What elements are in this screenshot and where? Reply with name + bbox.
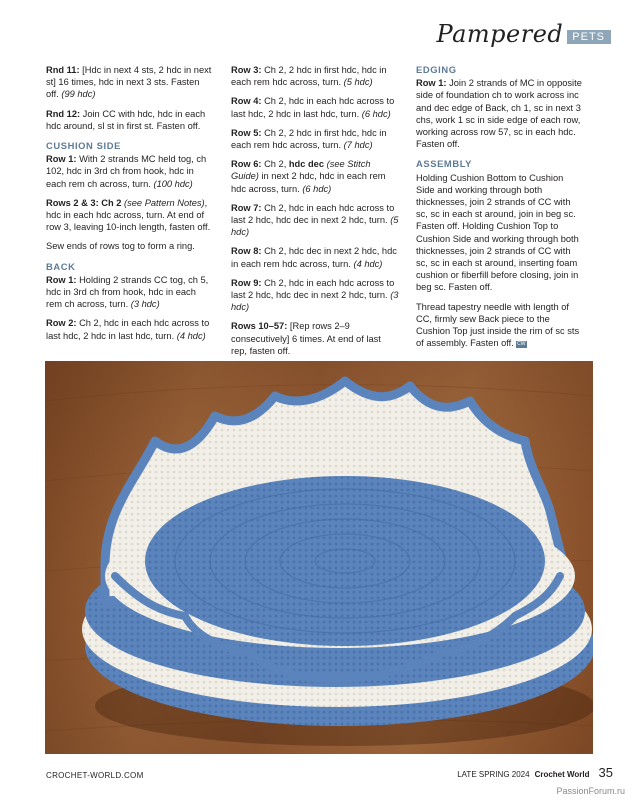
back-rows-10-57 <box>231 320 399 357</box>
back-row-2-lead: Row 2: <box>46 318 77 329</box>
back-row-5 <box>231 127 399 151</box>
back-row-9 <box>231 277 399 314</box>
edging-row-1-lead: Row 1: <box>416 78 447 89</box>
page-number: 35 <box>598 765 613 780</box>
cushion-rows-2-3-note: (see Pattern Notes) <box>121 197 205 208</box>
cushion-side-heading: CUSHION SIDE <box>46 140 121 152</box>
footer-issue: LATE SPRING 2024 <box>457 770 530 779</box>
back-row-3 <box>231 64 399 88</box>
back-row-1-lead: Row 1: <box>46 274 77 285</box>
row-6-text-a: Ch 2, <box>261 159 289 170</box>
rnd-11-count: (99 hdc) <box>61 89 96 100</box>
row-9-lead: Row 9: <box>231 277 262 288</box>
back-row-7 <box>231 202 399 239</box>
page-header <box>437 14 611 48</box>
header-tag: PETS <box>567 30 611 44</box>
back-row-1 <box>46 274 214 311</box>
cushion-row-1 <box>46 153 214 190</box>
rows-10-57-lead: Rows 10–57: <box>231 321 288 332</box>
rnd-12-lead: Rnd 12: <box>46 108 81 119</box>
cushion-row-1-lead: Row 1: <box>46 154 77 165</box>
rnd-11-text: [Hdc in next 4 sts, 2 hdc in next st] 16 times, hdc in next 3 sts. Fasten off. <box>46 65 212 100</box>
rnd-12-text: Join CC with hdc, hdc in each hdc around, sl st in first st. Fasten off. <box>46 108 206 131</box>
row-5-lead: Row 5: <box>231 127 262 138</box>
rows-10-57-text: [Rep rows 2–9 consecutively] 6 times. At end of last rep, fasten off. <box>231 321 381 356</box>
text-column-1 <box>46 64 214 349</box>
row-7-text: Ch 2, hdc in each hdc across to last 2 hdc, hdc dec in next 2 hdc, turn. <box>231 202 395 226</box>
back-row-4 <box>231 95 399 119</box>
watermark: PassionForum.ru <box>556 786 625 796</box>
rnd-11-lead: Rnd 11: <box>46 65 80 75</box>
cushion-rows-2-3-text: , hdc in each hdc across, turn. At end of row 3, leaving 10-inch length, fasten off. <box>46 197 211 233</box>
row-6-text-b: in next 2 hdc, hdc in each rem hdc across, turn. <box>231 171 386 194</box>
sew-instruction: Sew ends of rows tog to form a ring. <box>46 241 195 252</box>
back-row-2 <box>46 317 214 341</box>
row-8-text: Ch 2, hdc dec in next 2 hdc, hdc in each rem hdc across, turn. <box>231 246 397 269</box>
row-4-text: Ch 2, hdc in each hdc across to last hdc, 2 hdc in last hdc, turn. <box>231 96 395 119</box>
row-6-note: (see Stitch Guide) <box>231 159 371 182</box>
bed-cushion <box>145 476 545 646</box>
pet-bed-illustration <box>45 361 593 754</box>
pet-bed-photo <box>45 361 593 754</box>
edging-row-1-text: Join 2 strands of MC in opposite side of foundation ch to work across inc and dec edge of Back, ch 1, sc in next 3 chs, work 1 sc in side edge of each row, working across row 57, sc in each hdc. Fasten off. <box>416 78 582 150</box>
row-4-lead: Row 4: <box>231 96 262 107</box>
row-6-count: (6 hdc) <box>302 183 332 194</box>
edging-row-1 <box>416 77 584 150</box>
cushion-rows-2-3-lead: Rows 2 & 3: Ch 2 <box>46 197 122 208</box>
back-row-8 <box>231 245 399 269</box>
back-heading: BACK <box>46 260 76 272</box>
footer-site: CROCHET-WORLD.COM <box>46 771 144 780</box>
assembly-paragraph-2 <box>416 301 584 350</box>
row-3-lead: Row 3: <box>231 65 262 75</box>
row-9-count: (3 hdc) <box>231 290 399 313</box>
assembly-paragraph-1: Holding Cushion Bottom to Cushion Side and working through both thicknesses, join 2 strands of CC with sc, sc in each st around, join in beg sc. Fasten off. Holding Cushion Top to Cushion Side and working through both thicknesses, join 2 strands of CC with sc, sc in each st around, inserting foam cushion or fiberfill before closing, join in beg sc. Fasten off. <box>416 172 579 293</box>
row-3-count: (5 hdc) <box>343 77 373 88</box>
row-3-text: Ch 2, 2 hdc in first hdc, hdc in each rem hdc across, turn. <box>231 65 387 88</box>
rnd-11 <box>46 64 214 101</box>
row-8-lead: Row 8: <box>231 246 262 257</box>
edging-heading: EDGING <box>416 64 457 75</box>
assembly-heading: ASSEMBLY <box>416 158 473 170</box>
header-script-title: Pampered <box>436 20 564 48</box>
rnd-12 <box>46 108 214 132</box>
row-5-count: (7 hdc) <box>343 140 373 151</box>
cushion-row-1-text: With 2 strands MC held tog, ch 102, hdc in 3rd ch from hook, hdc in each rem ch across, turn. <box>46 154 207 189</box>
row-7-lead: Row 7: <box>231 202 262 213</box>
back-row-2-count: (4 hdc) <box>176 330 206 341</box>
footer-issue-info <box>457 765 613 780</box>
back-row-1-count: (3 hdc) <box>130 299 160 310</box>
cushion-rows-2-3 <box>46 197 214 234</box>
row-7-count: (5 hdc) <box>231 215 399 238</box>
cushion-row-1-count: (100 hdc) <box>153 178 193 189</box>
row-4-count: (6 hdc) <box>361 108 391 119</box>
row-8-count: (4 hdc) <box>353 258 383 269</box>
back-row-1-text: Holding 2 strands CC tog, ch 5, hdc in 3rd ch from hook, hdc in each rem ch across, turn. <box>46 274 209 310</box>
text-column-2 <box>231 64 399 364</box>
row-6-lead: Row 6: <box>231 159 262 170</box>
end-mark-icon: CW <box>517 341 526 348</box>
row-5-text: Ch 2, 2 hdc in first hdc, hdc in each rem hdc across, turn. <box>231 127 387 151</box>
footer-brand: Crochet World <box>534 770 590 779</box>
back-row-6 <box>231 158 399 195</box>
back-row-2-text: Ch 2, hdc in each hdc across to last hdc, 2 hdc in last hdc, turn. <box>46 318 210 341</box>
row-9-text: Ch 2, hdc in each hdc across to last 2 hdc, hdc dec in next 2 hdc, turn. <box>231 277 395 301</box>
row-6-bold: hdc dec <box>288 159 325 170</box>
assembly-paragraph-2-text: Thread tapestry needle with length of CC, firmly sew Back piece to the Cushion Top just inside the rim of sc sts of assembly. Fasten off. <box>416 301 580 349</box>
text-column-3 <box>416 64 584 356</box>
